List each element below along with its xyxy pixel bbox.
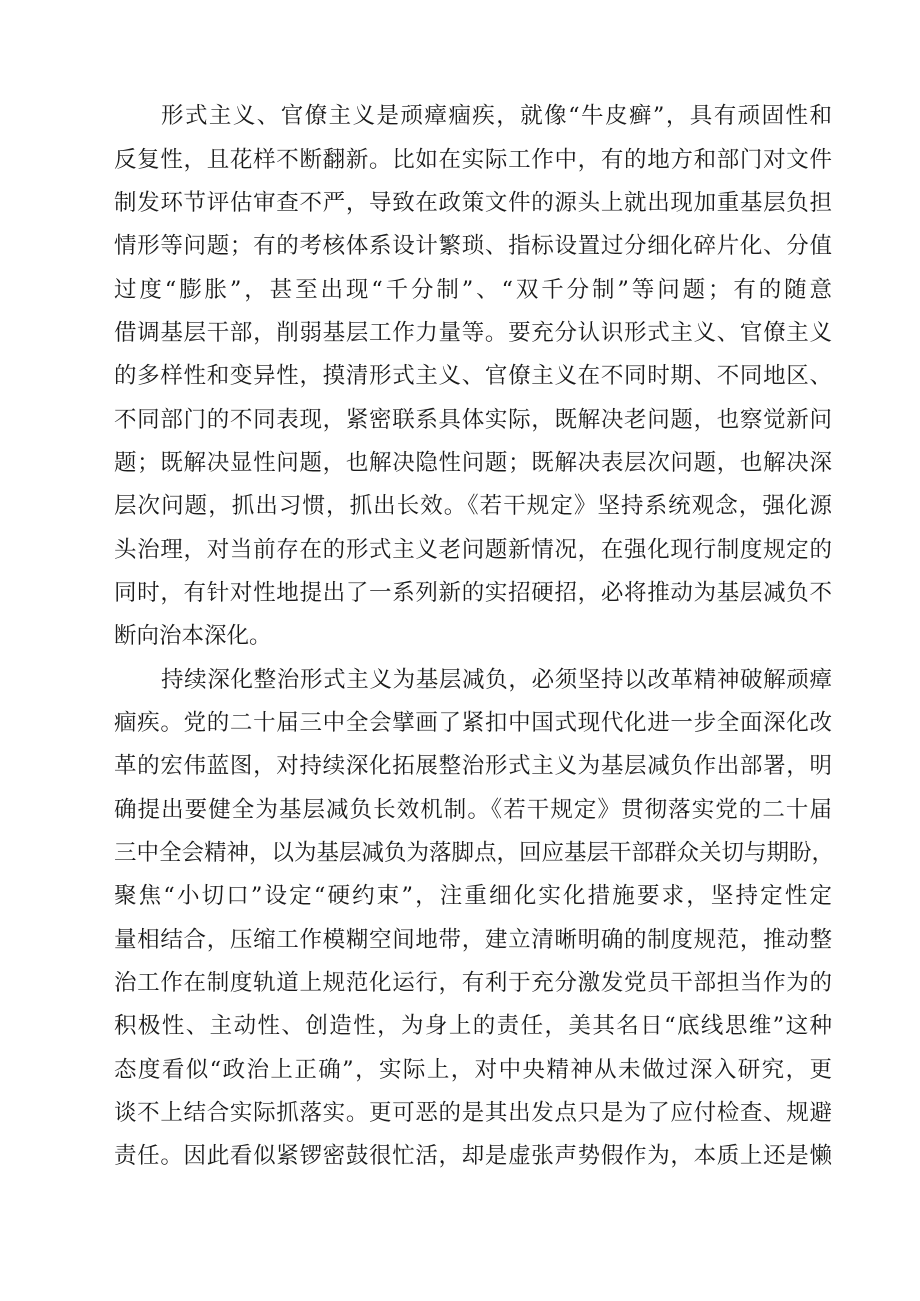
- text-line: 反复性，且花样不断翻新。比如在实际工作中，有的地方和部门对文件: [114, 147, 832, 173]
- text-line: 持续深化整治形式主义为基层减负，必须坚持以改革精神破解顽瘴: [161, 667, 832, 693]
- text-line: 态度看似“政治上正确”，实际上，对中央精神从未做过深入研究，更: [114, 1057, 832, 1083]
- text-line: 断向治本深化。: [114, 623, 272, 649]
- text-line: 三中全会精神，以为基层减负为落脚点，回应基层干部群众关切与期盼，: [114, 840, 835, 866]
- text-line: 的多样性和变异性，摸清形式主义、官僚主义在不同时期、不同地区、: [114, 363, 832, 389]
- text-line: 量相结合，压缩工作模糊空间地带，建立清晰明确的制度规范，推动整: [114, 927, 832, 953]
- text-line: 确提出要健全为基层减负长效机制。《若干规定》贯彻落实党的二十届: [114, 797, 832, 823]
- text-line: 谈不上结合实际抓落实。更可恶的是其出发点只是为了应付检查、规避: [114, 1100, 832, 1126]
- text-line: 层次问题，抓出习惯，抓出长效。《若干规定》坚持系统观念，强化源: [114, 493, 832, 519]
- text-line: 痼疾。党的二十届三中全会擘画了紧扣中国式现代化进一步全面深化改: [114, 710, 832, 736]
- text-line: 制发环节评估审查不严，导致在政策文件的源头上就出现加重基层负担: [114, 190, 832, 216]
- text-line: 同时，有针对性地提出了一系列新的实招硬招，必将推动为基层减负不: [114, 580, 832, 606]
- text-line: 借调基层干部，削弱基层工作力量等。要充分认识形式主义、官僚主义: [114, 320, 832, 346]
- text-line: 责任。因此看似紧锣密鼓很忙活，却是虚张声势假作为，本质上还是懒: [114, 1143, 832, 1169]
- text-line: 头治理，对当前存在的形式主义老问题新情况，在强化现行制度规定的: [114, 537, 832, 563]
- text-line: 积极性、主动性、创造性，为身上的责任，美其名日“底线思维”这种: [114, 1013, 832, 1039]
- text-line: 情形等问题；有的考核体系设计繁琐、指标设置过分细化碎片化、分值: [114, 233, 832, 259]
- text-line: 形式主义、官僚主义是顽瘴痼疾，就像“牛皮癣”，具有顽固性和: [161, 103, 832, 129]
- text-line: 不同部门的不同表现，紧密联系具体实际，既解决老问题，也察觉新问: [114, 407, 832, 433]
- text-line: 题；既解决显性问题，也解决隐性问题；既解决表层次问题，也解决深: [114, 450, 832, 476]
- text-line: 革的宏伟蓝图，对持续深化拓展整治形式主义为基层减负作出部署，明: [114, 753, 832, 779]
- text-line: 过度“膨胀”，甚至出现“千分制”、“双千分制”等问题；有的随意: [114, 277, 832, 303]
- text-line: 治工作在制度轨道上规范化运行，有利于充分激发党员干部担当作为的: [114, 970, 832, 996]
- text-line: 聚焦“小切口”设定“硬约束”，注重细化实化措施要求，坚持定性定: [114, 883, 832, 909]
